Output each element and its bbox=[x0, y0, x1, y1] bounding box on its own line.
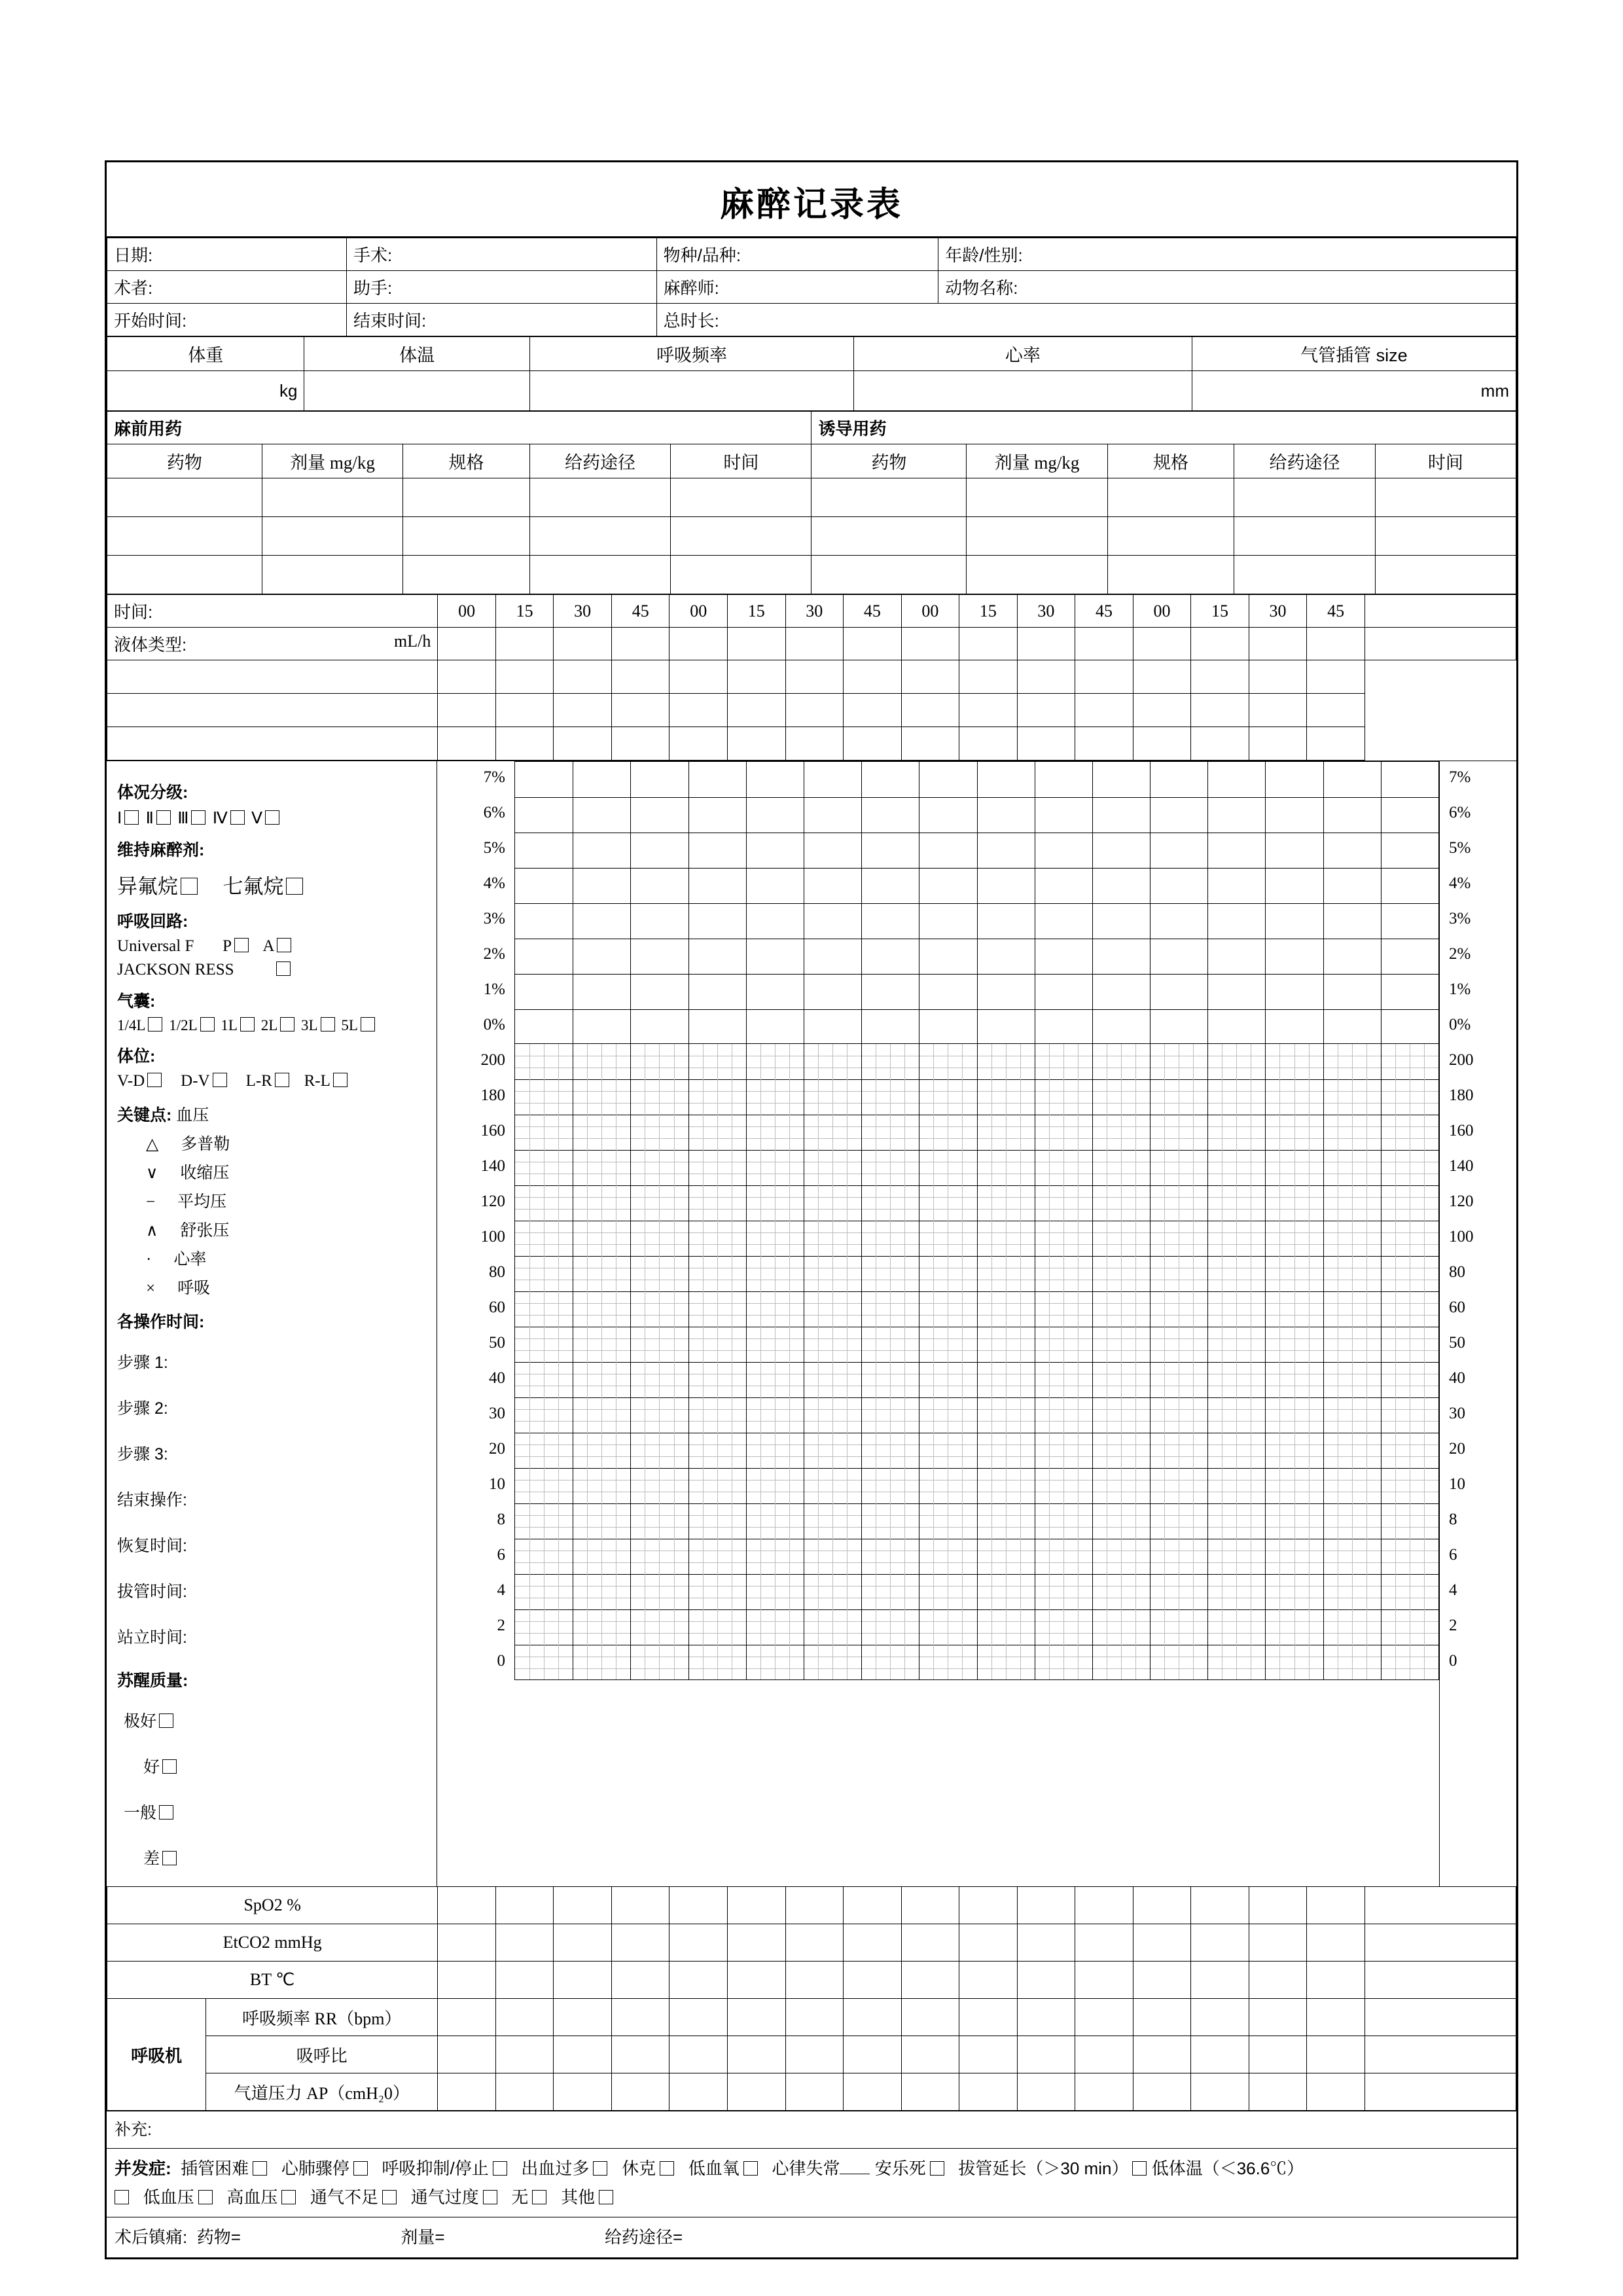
comp-item: 呼吸抑制/停止 bbox=[382, 2159, 489, 2178]
circuit-label-2: JACKSON RESS bbox=[117, 961, 234, 978]
checkbox-bag-half[interactable] bbox=[200, 1017, 215, 1031]
vitals-temp-value[interactable] bbox=[304, 371, 529, 411]
axis-tick: 180 bbox=[480, 1086, 505, 1104]
checkbox-jackson-ress[interactable] bbox=[276, 961, 291, 976]
recovery-label: 差 bbox=[143, 1850, 160, 1868]
recovery-option[interactable] bbox=[124, 1708, 426, 1732]
axis-tick: 80 bbox=[1449, 1263, 1465, 1281]
gas-axis-right bbox=[1440, 761, 1516, 1044]
keypoints-subtitle: 血压 bbox=[176, 1106, 209, 1124]
axis-tick: 6 bbox=[1449, 1546, 1457, 1564]
checkbox-hypotension[interactable] bbox=[198, 2190, 213, 2204]
time-tick[interactable]: 45 bbox=[1075, 595, 1133, 628]
recovery-option[interactable] bbox=[143, 1754, 426, 1778]
time-tick[interactable]: 30 bbox=[785, 595, 844, 628]
checkbox-asa-2[interactable] bbox=[156, 810, 171, 825]
asa-options[interactable] bbox=[117, 808, 426, 828]
bag-3l: 3L bbox=[301, 1017, 318, 1033]
axis-tick: 3% bbox=[1449, 910, 1471, 927]
keypoint-symbol: − bbox=[146, 1193, 156, 1211]
keypoint-symbol: × bbox=[146, 1280, 156, 1297]
comp-item: 安乐死 bbox=[874, 2159, 926, 2178]
checkbox-bag-3l[interactable] bbox=[321, 1017, 335, 1031]
spo2-label: SpO2 % bbox=[107, 1887, 438, 1924]
complications-line-2 bbox=[115, 2183, 1508, 2212]
fluid-row bbox=[107, 660, 1516, 694]
comp-item: 低血氧 bbox=[688, 2159, 740, 2178]
keypoint-symbol: △ bbox=[146, 1136, 159, 1153]
checkbox-hypothermia[interactable] bbox=[115, 2190, 129, 2204]
axis-tick: 30 bbox=[1449, 1405, 1465, 1422]
comp-item: 低体温（＜36.6℃） bbox=[1151, 2159, 1304, 2178]
circuit-title: 呼吸回路: bbox=[117, 912, 188, 931]
keypoint-symbol: ∧ bbox=[146, 1222, 158, 1240]
field-anesthetist-label[interactable]: 麻醉师: bbox=[656, 271, 938, 304]
checkbox-asa-1[interactable] bbox=[124, 810, 139, 825]
axis-tick: 6% bbox=[483, 804, 505, 821]
postop-label: 术后镇痛: bbox=[115, 2227, 188, 2248]
axis-tick: 20 bbox=[1449, 1440, 1465, 1458]
header-row-3 bbox=[107, 304, 1516, 336]
maint-iso[interactable]: 异氟烷 bbox=[117, 875, 178, 898]
vent-ie-label: 吸呼比 bbox=[206, 2036, 438, 2073]
comp-item: 通气不足 bbox=[310, 2187, 379, 2208]
fluid-type-row bbox=[107, 628, 1516, 660]
fluid-unit-text: mL/h bbox=[394, 632, 431, 651]
axis-tick: 30 bbox=[489, 1405, 505, 1422]
axis-tick: 6 bbox=[497, 1546, 505, 1564]
recovery-label: 好 bbox=[143, 1758, 160, 1776]
recovery-option[interactable] bbox=[124, 1800, 426, 1823]
field-species-label[interactable]: 物种/品种: bbox=[656, 238, 938, 271]
operation-step[interactable]: 步骤 2: bbox=[117, 1399, 168, 1418]
field-assistant-label[interactable]: 助手: bbox=[347, 271, 657, 304]
vitals-col-temp: 体温 bbox=[304, 337, 529, 371]
header-row-1 bbox=[107, 238, 1516, 271]
axis-tick: 80 bbox=[489, 1263, 505, 1281]
bag-1l: 1L bbox=[221, 1017, 238, 1033]
checkbox-bag-1l[interactable] bbox=[240, 1017, 255, 1031]
checkbox-bag-2l[interactable] bbox=[280, 1017, 294, 1031]
circuit-a: A bbox=[262, 937, 275, 955]
timeline-spare[interactable] bbox=[1364, 595, 1516, 628]
bag-quarter: 1/4L bbox=[117, 1017, 146, 1033]
pos-lr: L-R bbox=[245, 1072, 272, 1090]
time-tick[interactable]: 45 bbox=[611, 595, 669, 628]
axis-tick: 2% bbox=[1449, 945, 1471, 963]
operation-step[interactable]: 恢复时间: bbox=[117, 1537, 187, 1555]
vitals-rr-value[interactable] bbox=[529, 371, 853, 411]
checkbox-circuit-a[interactable] bbox=[277, 938, 291, 952]
comp-item: 休克 bbox=[622, 2159, 656, 2178]
bag-half: 1/2L bbox=[169, 1017, 198, 1033]
axis-tick: 60 bbox=[1449, 1299, 1465, 1316]
checkbox-hypoventilation[interactable] bbox=[382, 2190, 397, 2204]
time-tick[interactable]: 00 bbox=[669, 595, 728, 628]
field-date-label: 日期: bbox=[107, 238, 347, 271]
time-tick[interactable]: 15 bbox=[495, 595, 554, 628]
keypoint-item bbox=[146, 1217, 426, 1241]
axis-tick: 120 bbox=[480, 1193, 505, 1210]
bp-axis-right bbox=[1440, 1044, 1516, 1680]
axis-tick: 4 bbox=[1449, 1581, 1457, 1599]
keypoint-item bbox=[146, 1246, 426, 1270]
axis-tick: 4% bbox=[483, 874, 505, 892]
axis-tick: 2% bbox=[483, 945, 505, 963]
fluid-row bbox=[107, 727, 1516, 761]
vitals-value-row bbox=[107, 371, 1516, 411]
checkbox-recovery-poor[interactable] bbox=[162, 1851, 177, 1865]
axis-tick: 8 bbox=[497, 1511, 505, 1528]
time-tick[interactable]: 00 bbox=[438, 595, 496, 628]
keypoint-symbol: · bbox=[146, 1251, 152, 1268]
axis-tick: 7% bbox=[1449, 768, 1471, 786]
axis-tick: 50 bbox=[489, 1334, 505, 1352]
vent-ap-row bbox=[107, 2073, 1516, 2111]
bag-2l: 2L bbox=[260, 1017, 278, 1033]
field-surgeon-label[interactable]: 术者: bbox=[107, 271, 347, 304]
asa-1[interactable]: Ⅰ bbox=[117, 810, 122, 827]
header-table bbox=[107, 238, 1516, 336]
axis-tick: 5% bbox=[483, 839, 505, 857]
cell[interactable] bbox=[107, 478, 262, 517]
checkbox-euthanasia[interactable] bbox=[930, 2161, 944, 2176]
bag-5l: 5L bbox=[341, 1017, 358, 1033]
vent-ie-row bbox=[107, 2036, 1516, 2073]
postop-drug-field[interactable]: 药物= bbox=[196, 2227, 241, 2248]
keypoints-title-text: 关键点: bbox=[117, 1106, 172, 1124]
operation-step[interactable]: 结束操作: bbox=[117, 1491, 187, 1509]
keypoint-label: 呼吸 bbox=[177, 1279, 211, 1297]
axis-tick: 3% bbox=[483, 910, 505, 927]
complications-label: 并发症: bbox=[115, 2159, 171, 2178]
comp-item: 低血压 bbox=[143, 2187, 194, 2208]
medication-table bbox=[107, 411, 1516, 594]
time-tick[interactable]: 30 bbox=[1249, 595, 1307, 628]
checkbox-shock[interactable] bbox=[660, 2161, 674, 2176]
time-tick[interactable]: 15 bbox=[1191, 595, 1249, 628]
checkbox-asa-5[interactable] bbox=[265, 810, 279, 825]
cell[interactable] bbox=[107, 556, 262, 594]
time-tick[interactable]: 00 bbox=[1133, 595, 1191, 628]
pos-vd: V-D bbox=[117, 1072, 145, 1090]
checkbox-pos-lr[interactable] bbox=[275, 1073, 289, 1087]
axis-tick: 40 bbox=[489, 1369, 505, 1387]
axis-tick: 10 bbox=[489, 1475, 505, 1493]
vitals-col-hr: 心率 bbox=[854, 337, 1192, 371]
axis-tick: 50 bbox=[1449, 1334, 1465, 1352]
vitals-weight-value[interactable]: kg bbox=[107, 371, 304, 411]
checkbox-other[interactable] bbox=[599, 2190, 613, 2204]
gas-axis-left bbox=[437, 761, 514, 1044]
axis-tick: 120 bbox=[1449, 1193, 1474, 1210]
vitals-col-rr: 呼吸频率 bbox=[529, 337, 853, 371]
axis-tick: 40 bbox=[1449, 1369, 1465, 1387]
field-age-sex-label[interactable]: 年龄/性别: bbox=[938, 238, 1516, 271]
premed-col-drug: 药物 bbox=[107, 444, 262, 478]
premed-col-spec: 规格 bbox=[403, 444, 530, 478]
bt-row bbox=[107, 1962, 1516, 1999]
circuit-universal-f[interactable] bbox=[117, 937, 426, 956]
asa-title: 体况分级: bbox=[117, 783, 188, 802]
axis-tick: 2 bbox=[497, 1617, 505, 1634]
axis-tick: 5% bbox=[1449, 839, 1471, 857]
anesthesia-record-sheet bbox=[105, 160, 1518, 2259]
field-total-duration-label[interactable]: 总时长: bbox=[656, 304, 1516, 336]
vent-rr-row bbox=[107, 1999, 1516, 2036]
operations-title: 各操作时间: bbox=[117, 1313, 205, 1331]
premed-col-dose: 剂量 mg/kg bbox=[262, 444, 402, 478]
recovery-label: 一般 bbox=[124, 1804, 157, 1822]
checkbox-hyperventilation[interactable] bbox=[483, 2190, 497, 2204]
keypoint-symbol: ∨ bbox=[146, 1164, 158, 1182]
asa-5[interactable]: Ⅴ bbox=[251, 810, 263, 827]
position-options[interactable] bbox=[117, 1072, 426, 1090]
checkbox-pos-rl[interactable] bbox=[333, 1073, 348, 1087]
field-end-time-label[interactable]: 结束时间: bbox=[347, 304, 657, 336]
maint-sevo[interactable]: 七氟烷 bbox=[223, 875, 284, 898]
circuit-label-1: Universal F bbox=[117, 937, 194, 955]
etco2-label: EtCO2 mmHg bbox=[107, 1924, 438, 1962]
cell[interactable] bbox=[107, 517, 262, 556]
time-tick[interactable]: 00 bbox=[901, 595, 959, 628]
position-title: 体位: bbox=[117, 1047, 156, 1066]
induction-title: 诱导用药 bbox=[812, 412, 1516, 444]
checkbox-asa-3[interactable] bbox=[191, 810, 205, 825]
checkbox-asa-4[interactable] bbox=[230, 810, 245, 825]
axis-tick: 200 bbox=[480, 1051, 505, 1069]
checkbox-circuit-p[interactable] bbox=[234, 938, 249, 952]
complications-line-1 bbox=[115, 2154, 1508, 2183]
pos-rl: R-L bbox=[304, 1072, 330, 1090]
bag-options[interactable] bbox=[117, 1017, 426, 1034]
postop-dose-field[interactable]: 剂量= bbox=[401, 2227, 445, 2248]
header-row-2 bbox=[107, 271, 1516, 304]
checkbox-resp-depression[interactable] bbox=[493, 2161, 507, 2176]
chart-legend-panel bbox=[107, 761, 437, 1886]
axis-tick: 8 bbox=[1449, 1511, 1457, 1528]
timeline-tick-row bbox=[107, 595, 1516, 628]
checkbox-recovery-good[interactable] bbox=[162, 1759, 177, 1774]
time-tick[interactable]: 45 bbox=[1307, 595, 1365, 628]
vitals-col-weight: 体重 bbox=[107, 337, 304, 371]
table-row bbox=[107, 556, 1516, 594]
induction-col-route: 给药途径 bbox=[1234, 444, 1375, 478]
comp-item: 心律失常 bbox=[772, 2159, 840, 2178]
field-start-time-label[interactable]: 开始时间: bbox=[107, 304, 347, 336]
postop-route-field[interactable]: 给药途径= bbox=[605, 2227, 683, 2248]
fluid-row bbox=[107, 694, 1516, 727]
axis-tick: 160 bbox=[480, 1122, 505, 1139]
checkbox-recovery-excellent[interactable] bbox=[159, 1713, 173, 1728]
axis-tick: 0% bbox=[1449, 1016, 1471, 1033]
axis-tick: 0 bbox=[1449, 1652, 1457, 1670]
comp-item: 通气过度 bbox=[410, 2187, 479, 2208]
checkbox-bag-5l[interactable] bbox=[361, 1017, 375, 1031]
checkbox-none[interactable] bbox=[532, 2190, 546, 2204]
comp-item: 其他 bbox=[561, 2187, 596, 2208]
recovery-label: 极好 bbox=[124, 1712, 157, 1731]
induction-col-spec: 规格 bbox=[1107, 444, 1234, 478]
axis-tick: 1% bbox=[1449, 980, 1471, 998]
timeline-table bbox=[107, 594, 1516, 761]
checkbox-hemorrhage[interactable] bbox=[593, 2161, 607, 2176]
fluid-label-text: 液体类型: bbox=[114, 635, 187, 655]
time-tick[interactable]: 30 bbox=[554, 595, 612, 628]
checkbox-prolonged-extubation[interactable] bbox=[1132, 2161, 1147, 2176]
recovery-title: 苏醒质量: bbox=[117, 1672, 188, 1690]
operation-step[interactable]: 步骤 1: bbox=[117, 1354, 168, 1372]
time-tick[interactable]: 30 bbox=[1017, 595, 1075, 628]
comp-item: 插管困难 bbox=[181, 2159, 249, 2178]
keypoint-item bbox=[146, 1160, 426, 1183]
table-row bbox=[107, 478, 1516, 517]
axis-tick: 7% bbox=[483, 768, 505, 786]
axis-tick: 180 bbox=[1449, 1086, 1474, 1104]
keypoint-item bbox=[146, 1189, 426, 1212]
axis-tick: 0 bbox=[497, 1652, 505, 1670]
anesthetic-gas-plot[interactable] bbox=[514, 761, 1439, 1044]
keypoint-label: 多普勒 bbox=[181, 1135, 230, 1153]
keypoint-label: 收缩压 bbox=[180, 1164, 230, 1182]
premed-col-time: 时间 bbox=[671, 444, 812, 478]
axis-tick: 2 bbox=[1449, 1617, 1457, 1634]
comp-item: 拔管延长（＞30 min） bbox=[958, 2159, 1129, 2178]
bottom-parameters-table bbox=[107, 1886, 1516, 2111]
asa-3[interactable]: Ⅲ bbox=[177, 810, 189, 827]
postop-analgesia-row[interactable] bbox=[107, 2217, 1516, 2257]
table-row bbox=[107, 517, 1516, 556]
etco2-row bbox=[107, 1924, 1516, 1962]
plot-column bbox=[514, 761, 1439, 1886]
checkbox-hypertension[interactable] bbox=[281, 2190, 296, 2204]
asa-4[interactable]: Ⅳ bbox=[212, 810, 228, 827]
premed-title: 麻前用药 bbox=[107, 412, 812, 444]
maintenance-title: 维持麻醉剂: bbox=[117, 841, 205, 859]
checkbox-bag-quarter[interactable] bbox=[148, 1017, 162, 1031]
right-axis bbox=[1439, 761, 1516, 1886]
keypoint-label: 舒张压 bbox=[180, 1221, 230, 1240]
axis-tick: 140 bbox=[480, 1157, 505, 1175]
premed-col-route: 给药途径 bbox=[529, 444, 670, 478]
comp-item: 无 bbox=[511, 2187, 529, 2208]
operation-step[interactable]: 拔管时间: bbox=[117, 1583, 187, 1601]
circuit-p: P bbox=[223, 937, 232, 955]
checkbox-pos-dv[interactable] bbox=[213, 1073, 227, 1087]
recovery-option[interactable] bbox=[143, 1846, 426, 1869]
bp-axis-left bbox=[437, 1044, 514, 1680]
axis-tick: 160 bbox=[1449, 1122, 1474, 1139]
axis-tick: 4% bbox=[1449, 874, 1471, 892]
page-title: 麻醉记录表 bbox=[107, 162, 1516, 238]
induction-col-dose: 剂量 mg/kg bbox=[967, 444, 1107, 478]
vent-ap-label: 气道压力 AP（cmH₂0） bbox=[206, 2073, 438, 2111]
field-surgery-label[interactable]: 手术: bbox=[347, 238, 657, 271]
induction-col-drug: 药物 bbox=[812, 444, 967, 478]
checkbox-recovery-fair[interactable] bbox=[159, 1805, 173, 1820]
vitals-hr-value[interactable] bbox=[854, 371, 1192, 411]
time-tick[interactable]: 45 bbox=[844, 595, 902, 628]
pos-dv: D-V bbox=[181, 1072, 210, 1090]
circuit-jackson-ress[interactable] bbox=[117, 961, 426, 979]
keypoint-label: 平均压 bbox=[177, 1193, 227, 1211]
left-axis bbox=[437, 761, 514, 1886]
asa-2[interactable]: Ⅱ bbox=[145, 810, 154, 827]
bag-title: 气囊: bbox=[117, 992, 156, 1011]
fluid-type-label bbox=[107, 628, 438, 660]
maintenance-options[interactable] bbox=[117, 870, 426, 899]
checkbox-hypoxemia[interactable] bbox=[743, 2161, 758, 2176]
time-tick[interactable]: 15 bbox=[959, 595, 1018, 628]
checkbox-sevoflurane[interactable] bbox=[286, 878, 303, 895]
axis-tick: 60 bbox=[489, 1299, 505, 1316]
axis-tick: 200 bbox=[1449, 1051, 1474, 1069]
axis-tick: 0% bbox=[483, 1016, 505, 1033]
time-tick[interactable]: 15 bbox=[728, 595, 786, 628]
field-animal-name-label[interactable]: 动物名称: bbox=[938, 271, 1516, 304]
comp-item: 出血过多 bbox=[521, 2159, 590, 2178]
complications-block bbox=[107, 2148, 1516, 2217]
axis-tick: 100 bbox=[1449, 1228, 1474, 1246]
keypoint-label: 心率 bbox=[173, 1250, 207, 1268]
vitals-table bbox=[107, 336, 1516, 411]
keypoint-item bbox=[146, 1131, 426, 1155]
induction-col-time: 时间 bbox=[1375, 444, 1516, 478]
checkbox-isoflurane[interactable] bbox=[181, 878, 198, 895]
operation-step[interactable]: 站立时间: bbox=[117, 1628, 187, 1647]
keypoints-title bbox=[117, 1102, 426, 1126]
comp-item: 心肺骤停 bbox=[281, 2159, 349, 2178]
axis-tick: 10 bbox=[1449, 1475, 1465, 1493]
checkbox-pos-vd[interactable] bbox=[147, 1073, 162, 1087]
axis-tick: 4 bbox=[497, 1581, 505, 1599]
operation-step[interactable]: 步骤 3: bbox=[117, 1445, 168, 1463]
ventilator-group-label: 呼吸机 bbox=[107, 1999, 206, 2111]
vitals-ett-value[interactable]: mm bbox=[1192, 371, 1516, 411]
axis-tick: 1% bbox=[483, 980, 505, 998]
vent-rr-label: 呼吸频率 RR（bpm） bbox=[206, 1999, 438, 2036]
timeline-label: 时间: bbox=[107, 595, 438, 628]
supplement-label: 补充: bbox=[115, 2121, 152, 2139]
axis-tick: 20 bbox=[489, 1440, 505, 1458]
supplement-row[interactable] bbox=[107, 2111, 1516, 2148]
bp-hr-plot[interactable] bbox=[514, 1044, 1439, 1680]
comp-item: 高血压 bbox=[226, 2187, 278, 2208]
axis-tick: 140 bbox=[1449, 1157, 1474, 1175]
vitals-col-ett: 气管插管 size bbox=[1192, 337, 1516, 371]
checkbox-intubation-difficulty[interactable] bbox=[253, 2161, 267, 2176]
keypoint-item bbox=[146, 1275, 426, 1299]
vitals-header-row bbox=[107, 337, 1516, 371]
axis-tick: 100 bbox=[480, 1228, 505, 1246]
spo2-row bbox=[107, 1887, 1516, 1924]
bt-label: BT ℃ bbox=[107, 1962, 438, 1999]
chart-area bbox=[107, 761, 1516, 1886]
axis-tick: 6% bbox=[1449, 804, 1471, 821]
meds-header-row bbox=[107, 444, 1516, 478]
checkbox-cardiac-arrest[interactable] bbox=[353, 2161, 368, 2176]
meds-title-row bbox=[107, 412, 1516, 444]
